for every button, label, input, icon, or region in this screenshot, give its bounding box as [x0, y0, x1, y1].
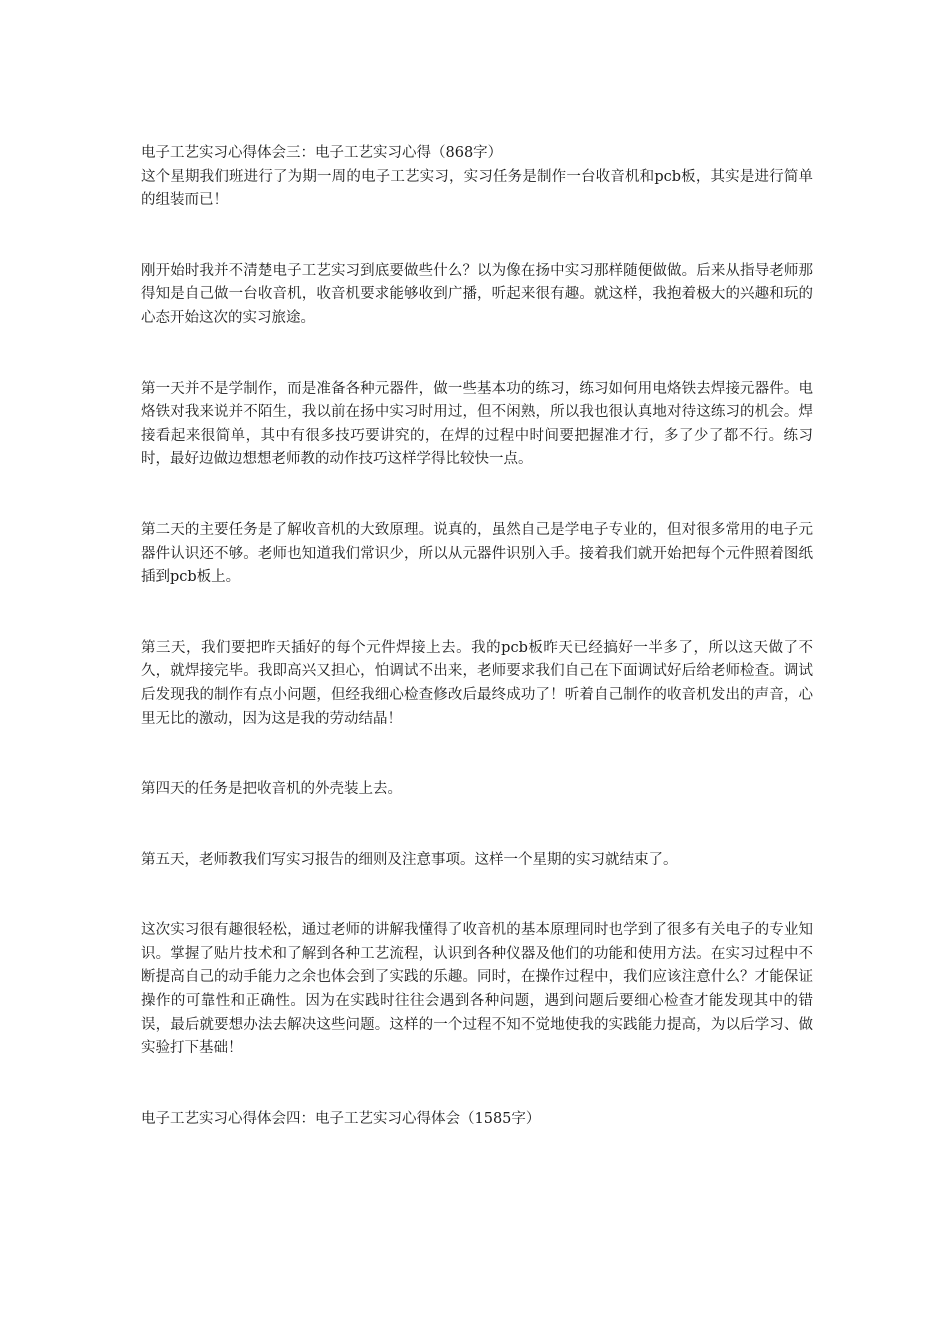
- paragraph-gap: [141, 802, 813, 849]
- paragraph-summary: 这次实习很有趣很轻松，通过老师的讲解我懂得了收音机的基本原理同时也学到了很多有关电子的专业知识。掌握了贴片技术和了解到各种工艺流程，认识到各种仪器及他们的功能和使用方法。在实习过程中不断提高自己的动手能力之余也体会到了实践的乐趣。同时，在操作过程中，我们应该注意什么？才能保证操作的可靠性和正确性。因为在实践时往往会遇到各种问题，遇到问题后要细心检查才能发现其中的错误，最后就要想办法去解决这些问题。这样的一个过程不知不觉地使我的实践能力提高，为以后学习、做实验打下基础！: [141, 922, 813, 1057]
- paragraph-gap: [141, 331, 813, 378]
- paragraph-beginning: 刚开始时我并不清楚电子工艺实习到底要做些什么？以为像在扬中实习那样随便做做。后来从指导老师那得知是自己做一台收音机，收音机要求能够收到广播，听起来很有趣。就这样，我抱着极大的兴趣和玩的心态开始这次的实习旅途。: [141, 262, 813, 326]
- paragraph-gap: [141, 872, 813, 919]
- paragraph-day-5: 第五天，老师教我们写实习报告的细则及注意事项。这样一个星期的实习就结束了。: [141, 851, 678, 868]
- paragraph-gap: [141, 1061, 813, 1108]
- paragraph-gap: [141, 472, 813, 519]
- paragraph-intro: 这个星期我们班进行了为期一周的电子工艺实习，实习任务是制作一台收音机和pcb板，其实是进行简单的组装而已！: [141, 168, 813, 209]
- section-heading-4: 电子工艺实习心得体会四：电子工艺实习心得体会（1585字）: [141, 1110, 541, 1127]
- paragraph-gap: [141, 731, 813, 778]
- paragraph-day-3: 第三天，我们要把昨天插好的每个元件焊接上去。我的pcb板昨天已经搞好一半多了，所以这天做了不久，就焊接完毕。我即高兴又担心，怕调试不出来，老师要求我们自己在下面调试好后给老师检查。调试后发现我的制作有点小问题，但经我细心检查修改后最终成功了！听着自己制作的收音机发出的声音，心里无比的激动，因为这是我的劳动结晶！: [141, 639, 813, 727]
- document-body: [141, 142, 813, 1131]
- paragraph-day-1: 第一天并不是学制作，而是准备各种元器件，做一些基本功的练习，练习如何用电烙铁去焊接元器件。电烙铁对我来说并不陌生，我以前在扬中实习时用过，但不闲熟，所以我也很认真地对待这练习的机会。焊接看起来很简单，其中有很多技巧要讲究的，在焊的过程中时间要把握准才行，多了少了都不行。练习时，最好边做边想想老师教的动作技巧这样学得比较快一点。: [141, 380, 813, 468]
- paragraph-day-4: 第四天的任务是把收音机的外壳装上去。: [141, 781, 402, 798]
- paragraph-gap: [141, 213, 813, 260]
- paragraph-gap: [141, 590, 813, 637]
- section-heading-3: 电子工艺实习心得体会三：电子工艺实习心得（868字）: [141, 145, 503, 161]
- paragraph-day-2: 第二天的主要任务是了解收音机的大致原理。说真的，虽然自己是学电子专业的，但对很多常用的电子元器件认识还不够。老师也知道我们常识少，所以从元器件识别入手。接着我们就开始把每个元件照着图纸插到pcb板上。: [141, 521, 813, 586]
